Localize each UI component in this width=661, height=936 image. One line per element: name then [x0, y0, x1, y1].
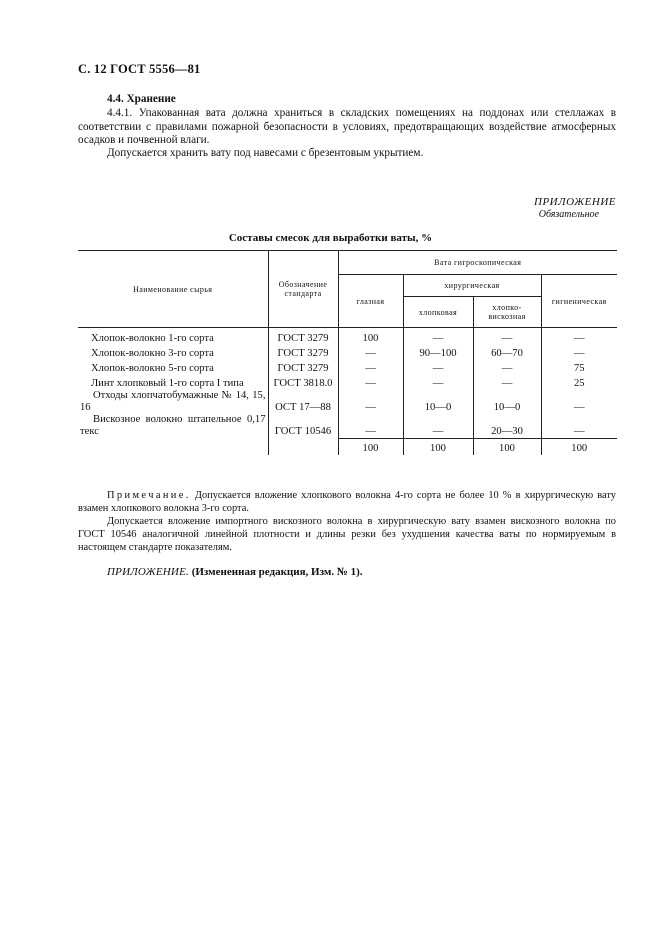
total-cotton: 100	[403, 438, 473, 455]
row-standard: ГОСТ 3279	[268, 328, 338, 346]
header-surgical: хирургическая	[403, 275, 541, 297]
header-hygroscopic: Вата гигроскопическая	[338, 251, 617, 275]
row-cotton: 10—0	[403, 390, 473, 414]
page-header: С. 12 ГОСТ 5556—81	[78, 62, 201, 76]
row-cotton: —	[403, 414, 473, 438]
row-hygienic: 75	[541, 360, 617, 375]
note-label: Примечание.	[107, 490, 191, 501]
header-standard: Обозначение стандарта	[268, 251, 338, 328]
row-eye: 100	[338, 328, 403, 346]
row-name: Хлопок-волокно 3-го сорта	[91, 348, 214, 359]
row-standard: ГОСТ 3818.0	[268, 375, 338, 390]
table-row	[78, 390, 617, 414]
row-name: Вискозное волокно штапельное 0,17 текс	[80, 414, 266, 437]
total-cotton-viscose: 100	[473, 438, 541, 455]
appendix-subtitle: Обязательное	[538, 209, 599, 220]
appendix-title: ПРИЛОЖЕНИЕ	[534, 196, 616, 208]
totals-standard-cell	[268, 438, 338, 455]
note-paragraph-2: Допускается вложение импортного вискозного волокна в хирургическую вату взамен вискозного волокна по ГОСТ 10546 аналогичной линейной плотности и длины резки без ухудшения качества ваты по нормируемым в настоящем стандарте показателям.	[78, 516, 616, 553]
row-cotton-viscose: —	[473, 360, 541, 375]
totals-name-cell	[78, 438, 268, 455]
header-eye: глазная	[338, 275, 403, 328]
section-title: 4.4. Хранение	[107, 93, 176, 105]
row-cotton: —	[403, 328, 473, 346]
row-hygienic: —	[541, 390, 617, 414]
row-hygienic: —	[541, 345, 617, 360]
header-hygienic: гигиеническая	[541, 275, 617, 328]
row-hygienic: 25	[541, 375, 617, 390]
row-eye: —	[338, 390, 403, 414]
change-note-prefix: ПРИЛОЖЕНИЕ.	[107, 566, 189, 578]
row-cotton-viscose: 10—0	[473, 390, 541, 414]
table-row	[78, 328, 617, 346]
row-hygienic: —	[541, 328, 617, 346]
row-name: Хлопок-волокно 1-го сорта	[91, 333, 214, 344]
paragraph-storage: 4.4.1. Упакованная вата должна храниться в складских помещениях на поддонах или стеллажах в соответствии с правилами пожарной безопасности в условиях, предотвращающих воздействие атмосферных осадков и почвенной влаги.	[78, 107, 616, 147]
paragraph-canopy: Допускается хранить вату под навесами с брезентовым укрытием.	[107, 147, 424, 159]
change-note-text: (Измененная редакция, Изм. № 1).	[191, 566, 363, 578]
row-cotton-viscose: 60—70	[473, 345, 541, 360]
row-name: Хлопок-волокно 5-го сорта	[91, 363, 214, 374]
header-cotton-viscose: хлопко-вискозная	[473, 297, 541, 328]
row-eye: —	[338, 345, 403, 360]
row-cotton: —	[403, 360, 473, 375]
total-eye: 100	[338, 438, 403, 455]
table-row	[78, 414, 617, 438]
table-row	[78, 360, 617, 375]
row-standard: ОСТ 17—88	[268, 390, 338, 414]
row-name: Отходы хлопчатобумажные № 14, 15, 16	[80, 390, 266, 413]
table-row	[78, 375, 617, 390]
table-caption: Составы смесок для выработки ваты, %	[228, 232, 433, 244]
row-eye: —	[338, 414, 403, 438]
row-cotton-viscose: —	[473, 328, 541, 346]
row-standard: ГОСТ 3279	[268, 360, 338, 375]
row-cotton: 90—100	[403, 345, 473, 360]
row-eye: —	[338, 360, 403, 375]
row-hygienic: —	[541, 414, 617, 438]
totals-row	[78, 438, 617, 455]
row-eye: —	[338, 375, 403, 390]
total-hygienic: 100	[541, 438, 617, 455]
header-name: Наименование сырья	[78, 251, 268, 328]
change-note	[107, 566, 363, 578]
row-standard: ГОСТ 3279	[268, 345, 338, 360]
row-cotton-viscose: 20—30	[473, 414, 541, 438]
row-cotton: —	[403, 375, 473, 390]
composition-table	[78, 250, 617, 455]
table-row	[78, 345, 617, 360]
row-name: Линт хлопковый 1-го сорта I типа	[91, 378, 244, 389]
row-standard: ГОСТ 10546	[268, 414, 338, 438]
header-cotton: хлопковая	[403, 297, 473, 328]
note-text-1: Допускается вложение хлопкового волокна 4-го сорта не более 10 % в хирургическую вату взамен хлопкового волокна 3-го сорта.	[78, 490, 616, 514]
note-paragraph-1	[78, 490, 616, 516]
row-cotton-viscose: —	[473, 375, 541, 390]
